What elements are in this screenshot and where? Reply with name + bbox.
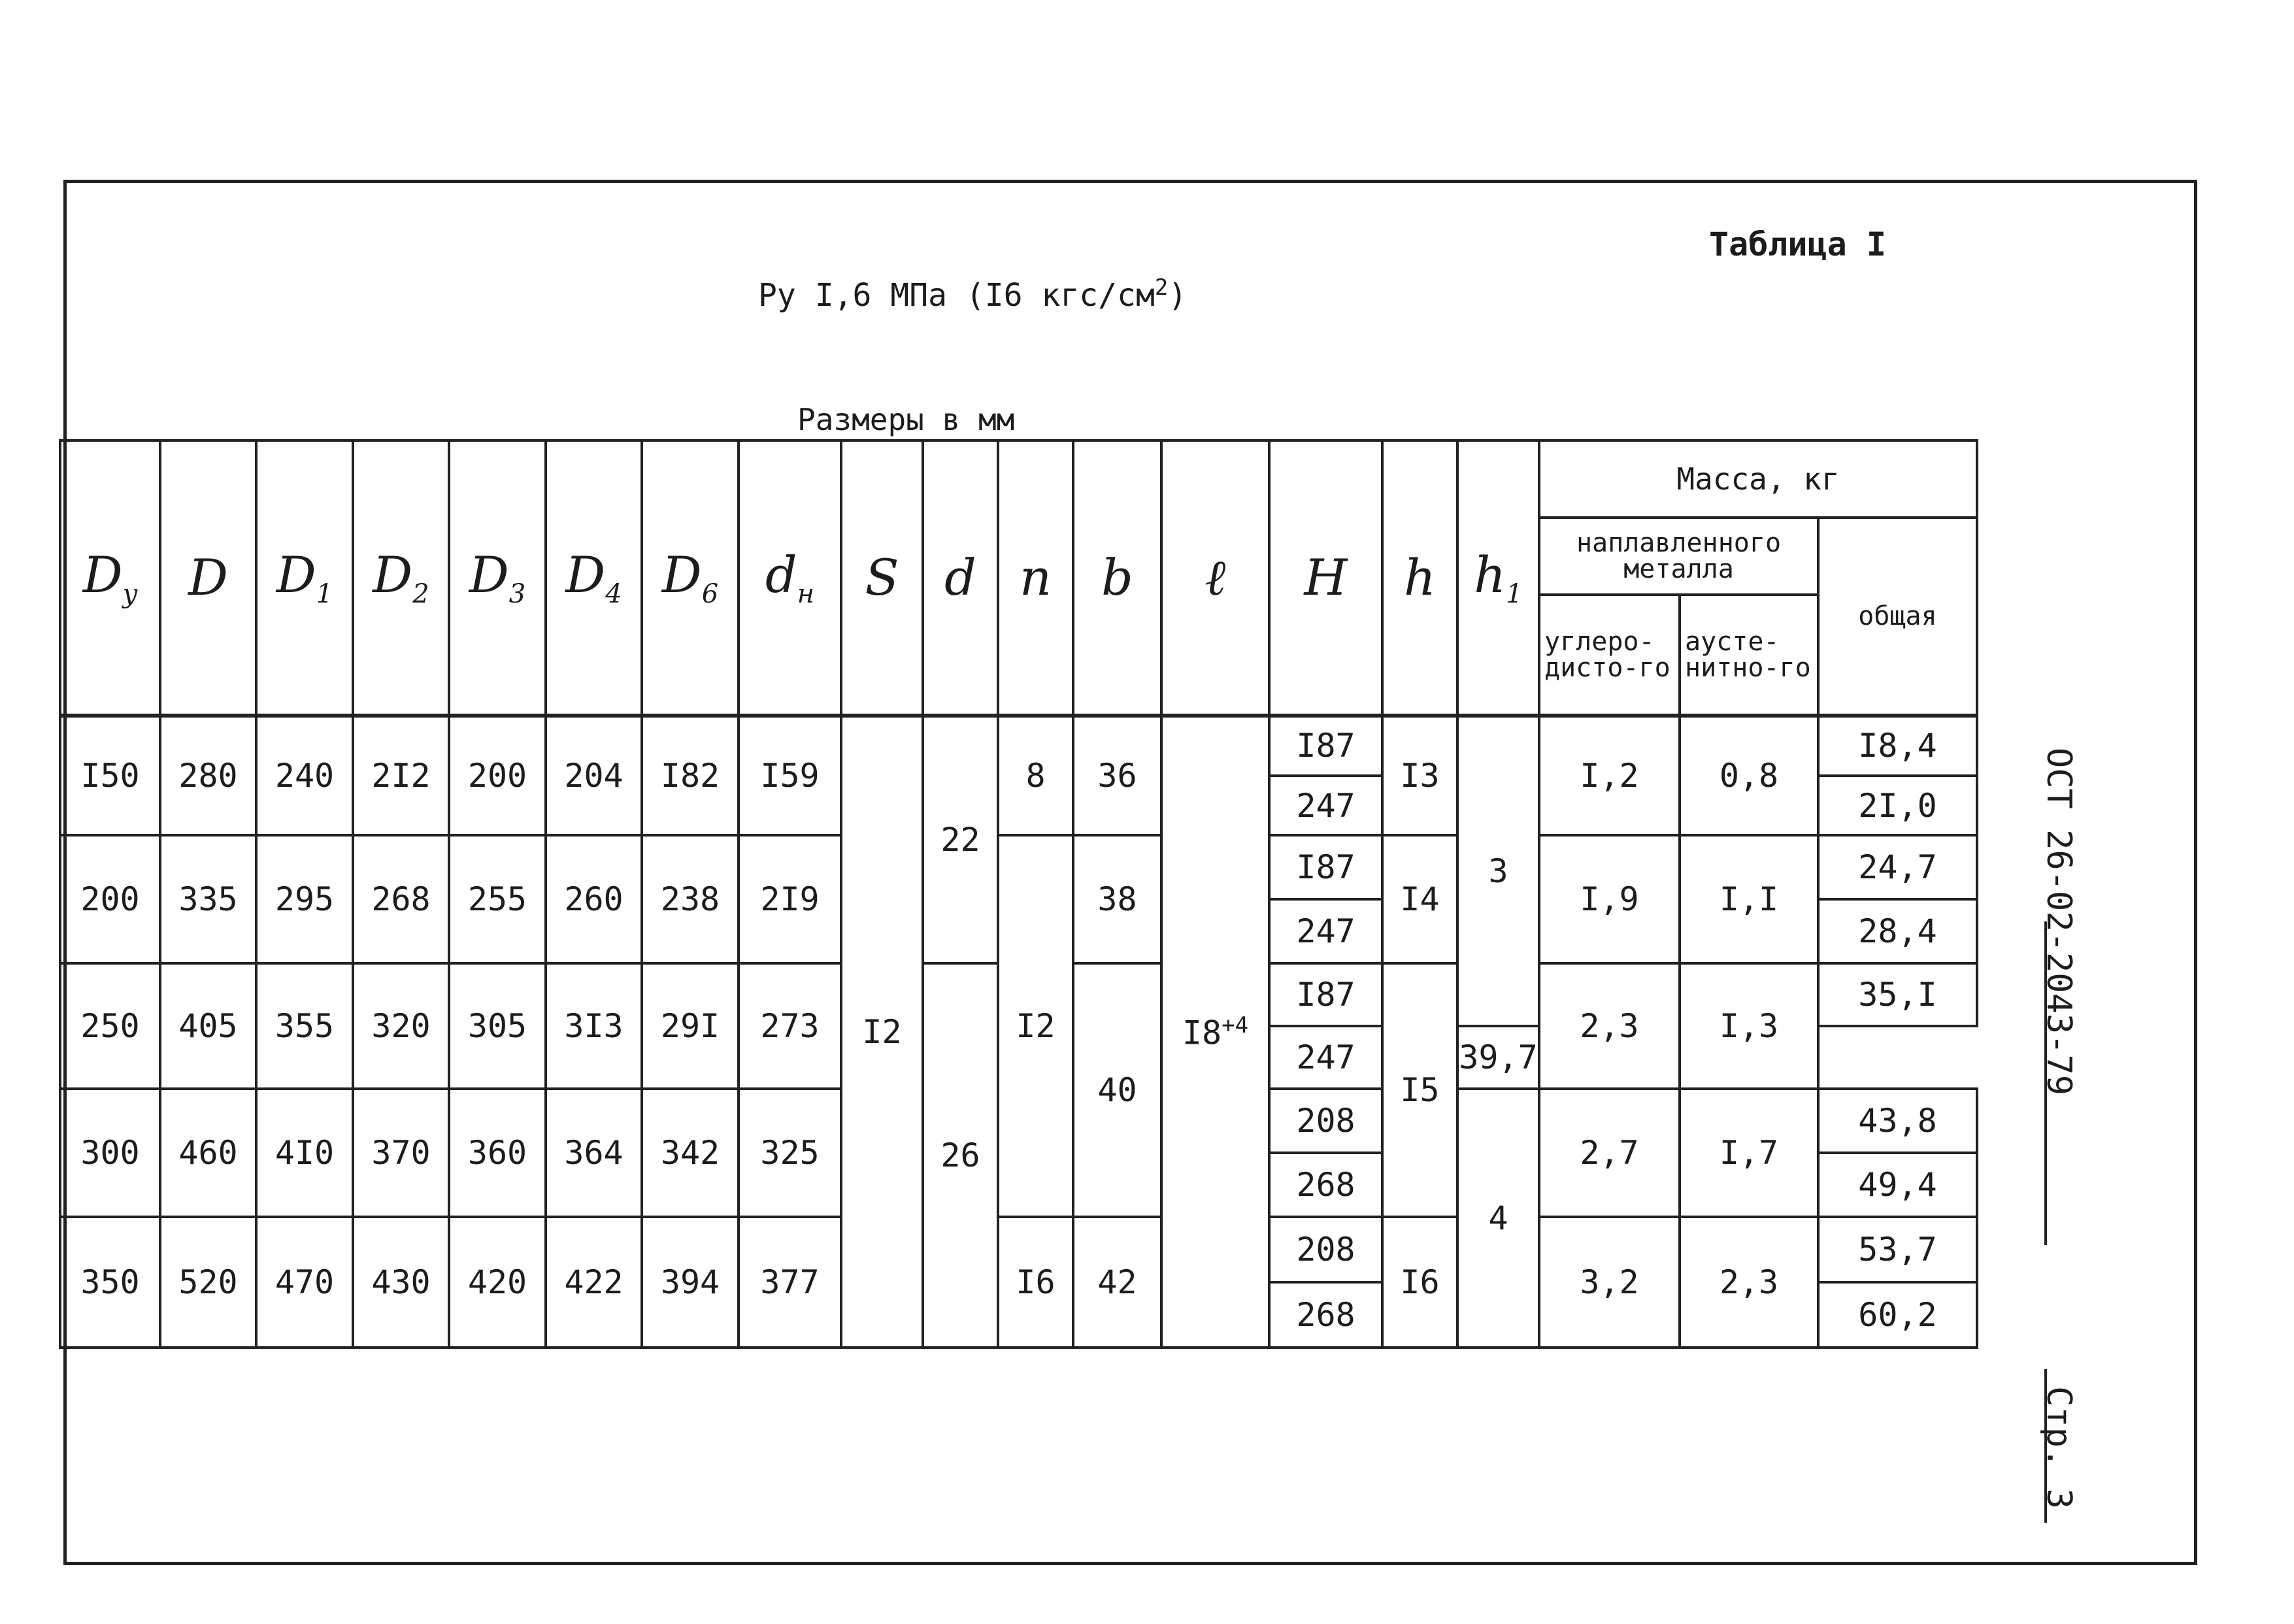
cell-dy: 250: [60, 963, 160, 1089]
header-b: b: [1073, 440, 1161, 716]
header-h: h: [1382, 440, 1457, 716]
cell-d-outer: 460: [160, 1089, 256, 1217]
cell-d6: 238: [642, 835, 739, 963]
cell-h-height: 247: [1269, 899, 1382, 963]
cell-d2: 370: [353, 1089, 449, 1217]
cell-h-height: 268: [1269, 1153, 1382, 1217]
cell-dy: I50: [60, 716, 160, 835]
dimensions-table: [59, 439, 1978, 1349]
cell-dn: 325: [739, 1089, 841, 1217]
units-caption: Размеры в мм: [797, 402, 1015, 437]
cell-d-outer: 280: [160, 716, 256, 835]
cell-d3: 360: [449, 1089, 546, 1217]
cell-dn: 2I9: [739, 835, 841, 963]
cell-dy: 300: [60, 1089, 160, 1217]
cell-l-merged: $I8^{+4}$: [1161, 716, 1269, 1348]
cell-d4: 3I3: [546, 963, 642, 1089]
cell-d3: 305: [449, 963, 546, 1089]
cell-d6: 29I: [642, 963, 739, 1089]
header-dy: $D_y$: [60, 440, 160, 716]
cell-mass-austenitic: 2,3: [1680, 1217, 1818, 1348]
cell-d2: 430: [353, 1217, 449, 1348]
cell-b: 38: [1073, 835, 1161, 963]
header-d1: $D_1$: [256, 440, 353, 716]
cell-mass-austenitic: 0,8: [1680, 716, 1818, 835]
cell-mass-total: 39,7: [1457, 1026, 1539, 1089]
cell-d2: 268: [353, 835, 449, 963]
header-h1: $h_1$: [1457, 440, 1539, 716]
cell-dn: I59: [739, 716, 841, 835]
header-h-height: H: [1269, 440, 1382, 716]
cell-dn: 273: [739, 963, 841, 1089]
cell-h-15-merged: I5: [1382, 963, 1457, 1217]
cell-h: I4: [1382, 835, 1457, 963]
cell-d4: 364: [546, 1089, 642, 1217]
pressure-title-text: Ру I,6 МПа (I6 кгс/см: [758, 277, 1155, 314]
header-s: S: [841, 440, 923, 716]
cell-mass-carbon: 3,2: [1539, 1217, 1680, 1348]
cell-h: I6: [1382, 1217, 1457, 1348]
cell-d1: 355: [256, 963, 353, 1089]
cell-b: 36: [1073, 716, 1161, 835]
cell-d4: 422: [546, 1217, 642, 1348]
cell-d6: 394: [642, 1217, 739, 1348]
table-label: Таблица I: [1709, 225, 1886, 263]
cell-d3: 420: [449, 1217, 546, 1348]
header-l: ℓ: [1161, 440, 1269, 716]
cell-b-40-merged: 40: [1073, 963, 1161, 1217]
cell-dn: 377: [739, 1217, 841, 1348]
header-d3: $D_3$: [449, 440, 546, 716]
page-number: Стр. 3: [2039, 1386, 2078, 1509]
cell-mass-total: 35,I: [1818, 963, 1977, 1026]
header-d2: $D_2$: [353, 440, 449, 716]
header-n: n: [998, 440, 1073, 716]
cell-d4: 260: [546, 835, 642, 963]
cell-d-bolt-26: 26: [923, 963, 998, 1348]
cell-mass-austenitic: I,7: [1680, 1089, 1818, 1217]
cell-d2: 320: [353, 963, 449, 1089]
cell-h-height: 247: [1269, 1026, 1382, 1089]
cell-d6: 342: [642, 1089, 739, 1217]
header-d6: $D_6$: [642, 440, 739, 716]
header-dn: $d_н$: [739, 440, 841, 716]
cell-mass-total: 24,7: [1818, 835, 1977, 899]
cell-d-bolt-22: 22: [923, 716, 998, 963]
cell-mass-carbon: I,9: [1539, 835, 1680, 963]
pressure-title-close: ): [1168, 277, 1188, 314]
cell-h-height: I87: [1269, 835, 1382, 899]
cell-d4: 204: [546, 716, 642, 835]
cell-d3: 200: [449, 716, 546, 835]
cell-h-height: 268: [1269, 1282, 1382, 1348]
cell-h1-4: 4: [1457, 1089, 1539, 1348]
header-deposited-metal: наплавленного металла: [1539, 518, 1818, 595]
document-code: ОСТ 26-02-2043-79: [2039, 747, 2078, 1096]
header-d4: $D_4$: [546, 440, 642, 716]
cell-mass-total: I8,4: [1818, 716, 1977, 776]
cell-n: 8: [998, 716, 1073, 835]
cell-h-height: I87: [1269, 716, 1382, 776]
cell-n-12-merged: I2: [998, 835, 1073, 1216]
cell-h-height: 208: [1269, 1089, 1382, 1153]
cell-d2: 2I2: [353, 716, 449, 835]
cell-n: I6: [998, 1217, 1073, 1348]
cell-mass-total: 53,7: [1818, 1217, 1977, 1282]
cell-mass-total: 43,8: [1818, 1089, 1977, 1153]
cell-d-outer: 520: [160, 1217, 256, 1348]
cell-d-outer: 405: [160, 963, 256, 1089]
cell-mass-total: 60,2: [1818, 1282, 1977, 1348]
cell-mass-austenitic: I,I: [1680, 835, 1818, 963]
cell-mass-total: 28,4: [1818, 899, 1977, 963]
cell-d1: 295: [256, 835, 353, 963]
cell-d1: 470: [256, 1217, 353, 1348]
cell-dy: 200: [60, 835, 160, 963]
header-carbon: углеро-дисто-го: [1539, 595, 1680, 716]
cell-d1: 240: [256, 716, 353, 835]
cell-d1: 4I0: [256, 1089, 353, 1217]
cell-b: 42: [1073, 1217, 1161, 1348]
header-d-bolt: d: [923, 440, 998, 716]
cell-mass-total: 2I,0: [1818, 776, 1977, 836]
cell-h-height: 247: [1269, 776, 1382, 836]
pressure-title: [758, 274, 1187, 314]
header-total-mass: общая: [1818, 518, 1977, 716]
cell-d6: I82: [642, 716, 739, 835]
cell-mass-austenitic: I,3: [1680, 963, 1818, 1089]
header-d-outer: D: [160, 440, 256, 716]
cell-d3: 255: [449, 835, 546, 963]
pressure-title-exponent: 2: [1154, 274, 1169, 301]
cell-h: I3: [1382, 716, 1457, 835]
header-austenitic: аусте-нитно-го: [1680, 595, 1818, 716]
cell-d-outer: 335: [160, 835, 256, 963]
cell-mass-total: 49,4: [1818, 1153, 1977, 1217]
cell-h-height: 208: [1269, 1217, 1382, 1282]
cell-mass-carbon: I,2: [1539, 716, 1680, 835]
cell-mass-carbon: 2,3: [1539, 963, 1680, 1089]
cell-mass-carbon: 2,7: [1539, 1089, 1680, 1217]
cell-h-height: I87: [1269, 963, 1382, 1026]
cell-s-merged: I2: [841, 716, 923, 1348]
cell-h1-3: 3: [1457, 716, 1539, 1026]
header-mass: Масса, кг: [1539, 440, 1977, 518]
cell-dy: 350: [60, 1217, 160, 1348]
